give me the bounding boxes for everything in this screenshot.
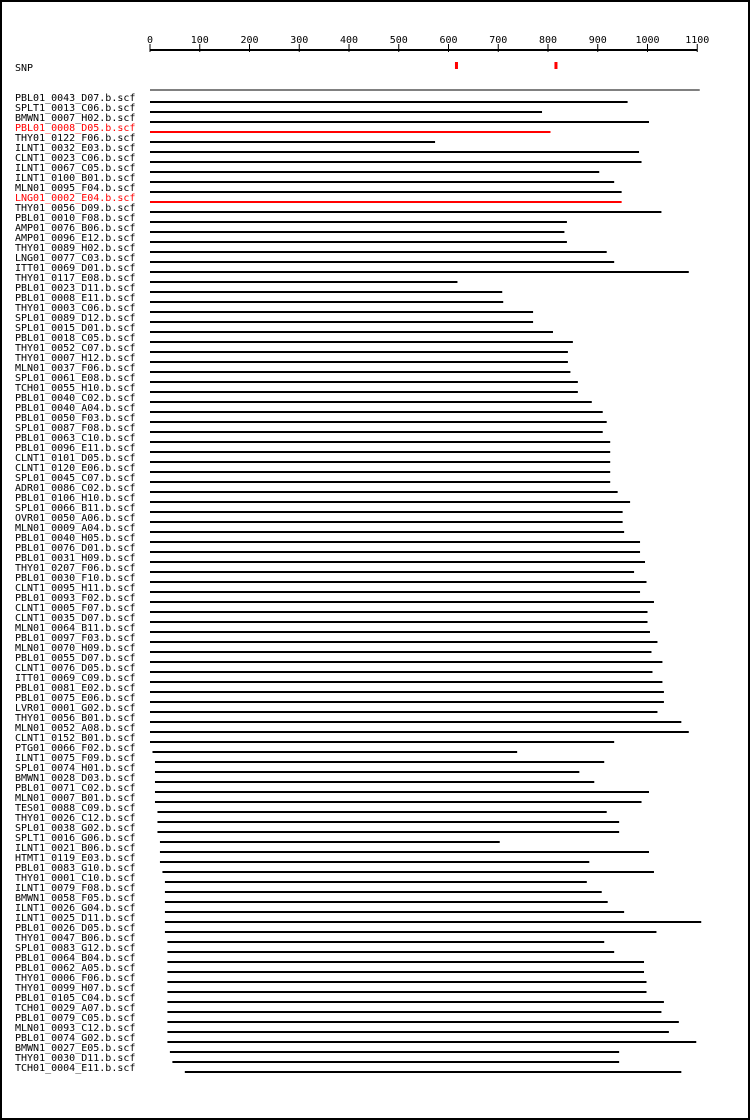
- snp-marker: [455, 62, 458, 69]
- read-label: MLN01_0093_C12.b.scf: [15, 1023, 136, 1034]
- read-label: TCH01_0055_H10.b.scf: [15, 383, 136, 394]
- read-label: SPL01_0089_D12.b.scf: [15, 313, 136, 324]
- snp-label: SNP: [15, 63, 34, 74]
- read-label: SPL01_0015_D01.b.scf: [15, 323, 136, 334]
- read-label: PBL01_0008_E11.b.scf: [15, 293, 136, 304]
- read-label: THY01_0207_F06.b.scf: [15, 563, 136, 574]
- read-label: PBL01_0063_C10.b.scf: [15, 433, 136, 444]
- read-label: PBL01_0081_E02.b.scf: [15, 683, 136, 694]
- axis-tick-label: 500: [389, 35, 408, 46]
- read-label: MLN01_0037_F06.b.scf: [15, 363, 136, 374]
- read-label: CLNT1_0152_B01.b.scf: [15, 733, 136, 744]
- read-label: ILNT1_0067_C05.b.scf: [15, 163, 136, 174]
- read-label: SPL01_0083_G12.b.scf: [15, 943, 136, 954]
- read-label: CLNT1_0101_D05.b.scf: [15, 453, 136, 464]
- read-label: PBL01_0023_D11.b.scf: [15, 283, 136, 294]
- read-alignment-diagram: [2, 2, 748, 1118]
- read-label: PBL01_0097_F03.b.scf: [15, 633, 136, 644]
- read-label: ILNT1_0075_F09.b.scf: [15, 753, 136, 764]
- read-label: ILNT1_0026_G04.b.scf: [15, 903, 136, 914]
- read-label: PBL01_0105_C04.b.scf: [15, 993, 136, 1004]
- read-label: PBL01_0040_C02.b.scf: [15, 393, 136, 404]
- read-label: ILNT1_0079_F08.b.scf: [15, 883, 136, 894]
- read-label: SPL01_0045_C07.b.scf: [15, 473, 136, 484]
- read-label: THY01_0006_F06.b.scf: [15, 973, 136, 984]
- read-label: PBL01_0064_B04.b.scf: [15, 953, 136, 964]
- read-label: PBL01_0106_H10.b.scf: [15, 493, 136, 504]
- axis-tick-label: 900: [588, 35, 607, 46]
- read-label: PBL01_0062_A05.b.scf: [15, 963, 136, 974]
- read-label: THY01_0026_C12.b.scf: [15, 813, 136, 824]
- read-label: THY01_0007_H12.b.scf: [15, 353, 136, 364]
- read-label: PTG01_0066_F02.b.scf: [15, 743, 136, 754]
- read-label: THY01_0001_C10.b.scf: [15, 873, 136, 884]
- read-label: PBL01_0018_C05.b.scf: [15, 333, 136, 344]
- read-label: BMWN1_0007_H02.b.scf: [15, 113, 136, 124]
- read-label: THY01_0089_H02.b.scf: [15, 243, 136, 254]
- read-label: CLNT1_0120_E06.b.scf: [15, 463, 136, 474]
- read-label: SPL01_0087_F08.b.scf: [15, 423, 136, 434]
- axis-tick-label: 1000: [635, 35, 660, 46]
- read-label: TCH01_0004_E11.b.scf: [15, 1063, 136, 1074]
- read-label: CLNT1_0076_D05.b.scf: [15, 663, 136, 674]
- read-label: ILNT1_0032_E03.b.scf: [15, 143, 136, 154]
- read-label: PBL01_0079_C05.b.scf: [15, 1013, 136, 1024]
- read-label: TCH01_0029_A07.b.scf: [15, 1003, 136, 1014]
- read-label: SPLT1_0016_G06.b.scf: [15, 833, 136, 844]
- read-label: PBL01_0083_G10.b.scf: [15, 863, 136, 874]
- read-label: PBL01_0010_F08.b.scf: [15, 213, 136, 224]
- read-label: BMWN1_0028_D03.b.scf: [15, 773, 136, 784]
- read-label: THY01_0003_C06.b.scf: [15, 303, 136, 314]
- read-list: [15, 93, 701, 1074]
- axis-tick-label: 700: [489, 35, 508, 46]
- read-label: THY01_0099_H07.b.scf: [15, 983, 136, 994]
- axis-tick-label: 0: [146, 35, 154, 46]
- read-label: LVR01_0001_G02.b.scf: [15, 703, 136, 714]
- read-label: PBL01_0096_E11.b.scf: [15, 443, 136, 454]
- read-label: PBL01_0050_F03.b.scf: [15, 413, 136, 424]
- read-label: MLN01_0007_B01.b.scf: [15, 793, 136, 804]
- read-label: SPL01_0038_G02.b.scf: [15, 823, 136, 834]
- read-label: THY01_0047_B06.b.scf: [15, 933, 136, 944]
- axis-tick-label: 200: [240, 35, 259, 46]
- read-label: THY01_0030_D11.b.scf: [15, 1053, 136, 1064]
- read-label: CLNT1_0005_F07.b.scf: [15, 603, 136, 614]
- read-label: SPLT1_0013_C06.b.scf: [15, 103, 136, 114]
- read-label: TES01_0088_C09.b.scf: [15, 803, 136, 814]
- axis-tick-label: 400: [339, 35, 359, 46]
- read-label: THY01_0122_F06.b.scf: [15, 133, 136, 144]
- read-label: PBL01_0071_C02.b.scf: [15, 783, 136, 794]
- read-label: ILNT1_0025_D11.b.scf: [15, 913, 136, 924]
- read-label: ITT01_0069_C09.b.scf: [15, 673, 136, 684]
- read-label: PBL01_0076_D01.b.scf: [15, 543, 136, 554]
- read-label: PBL01_0075_E06.b.scf: [15, 693, 136, 704]
- snp-markers: [455, 62, 558, 69]
- axis-tick-label: 100: [190, 35, 209, 46]
- read-label: THY01_0117_E08.b.scf: [15, 273, 136, 284]
- read-label: ITT01_0069_D01.b.scf: [15, 263, 136, 274]
- read-label: MLN01_0064_B11.b.scf: [15, 623, 136, 634]
- read-label: PBL01_0055_D07.b.scf: [15, 653, 136, 664]
- axis-tick-label: 1100: [685, 35, 710, 46]
- read-label: PBL01_0008_D05.b.scf: [15, 123, 136, 134]
- read-label: HTMT1_0119_E03.b.scf: [15, 853, 136, 864]
- read-label: SPL01_0066_B11.b.scf: [15, 503, 136, 514]
- read-label: MLN01_0052_A08.b.scf: [15, 723, 136, 734]
- read-label: BMWN1_0058_F05.b.scf: [15, 893, 136, 904]
- read-label: PBL01_0043_D07.b.scf: [15, 93, 136, 104]
- read-label: CLNT1_0095_H11.b.scf: [15, 583, 136, 594]
- axis-tick-label: 600: [439, 35, 458, 46]
- read-label: PBL01_0093_F02.b.scf: [15, 593, 136, 604]
- read-label: LNG01_0077_C03.b.scf: [15, 253, 136, 264]
- read-label: AMP01_0076_B06.b.scf: [15, 223, 136, 234]
- read-label: LNG01_0002_E04.b.scf: [15, 193, 136, 204]
- scale-axis: [147, 35, 709, 52]
- axis-tick-label: 800: [538, 35, 558, 46]
- read-label: CLNT1_0035_D07.b.scf: [15, 613, 136, 624]
- read-label: CLNT1_0023_C06.b.scf: [15, 153, 136, 164]
- read-label: SPL01_0074_H01.b.scf: [15, 763, 136, 774]
- read-label: PBL01_0040_A04.b.scf: [15, 403, 136, 414]
- read-label: MLN01_0009_A04.b.scf: [15, 523, 136, 534]
- read-label: BMWN1_0027_E05.b.scf: [15, 1043, 136, 1054]
- read-label: OVR01_0050_A06.b.scf: [15, 513, 136, 524]
- snp-marker: [554, 62, 557, 69]
- read-label: ILNT1_0021_B06.b.scf: [15, 843, 136, 854]
- read-label: PBL01_0026_D05.b.scf: [15, 923, 136, 934]
- read-label: PBL01_0030_F10.b.scf: [15, 573, 136, 584]
- axis-tick-label: 300: [290, 35, 309, 46]
- read-label: AMP01_0096_E12.b.scf: [15, 233, 136, 244]
- read-label: THY01_0052_C07.b.scf: [15, 343, 136, 354]
- read-label: ILNT1_0100_B01.b.scf: [15, 173, 136, 184]
- read-label: PBL01_0031_H09.b.scf: [15, 553, 136, 564]
- read-label: PBL01_0074_G02.b.scf: [15, 1033, 136, 1044]
- read-label: ADR01_0086_C02.b.scf: [15, 483, 136, 494]
- read-label: THY01_0056_B01.b.scf: [15, 713, 136, 724]
- read-label: MLN01_0095_F04.b.scf: [15, 183, 136, 194]
- read-label: MLN01_0070_H09.b.scf: [15, 643, 136, 654]
- read-label: SPL01_0061_E08.b.scf: [15, 373, 136, 384]
- read-label: PBL01_0040_H05.b.scf: [15, 533, 136, 544]
- read-label: THY01_0056_D09.b.scf: [15, 203, 136, 214]
